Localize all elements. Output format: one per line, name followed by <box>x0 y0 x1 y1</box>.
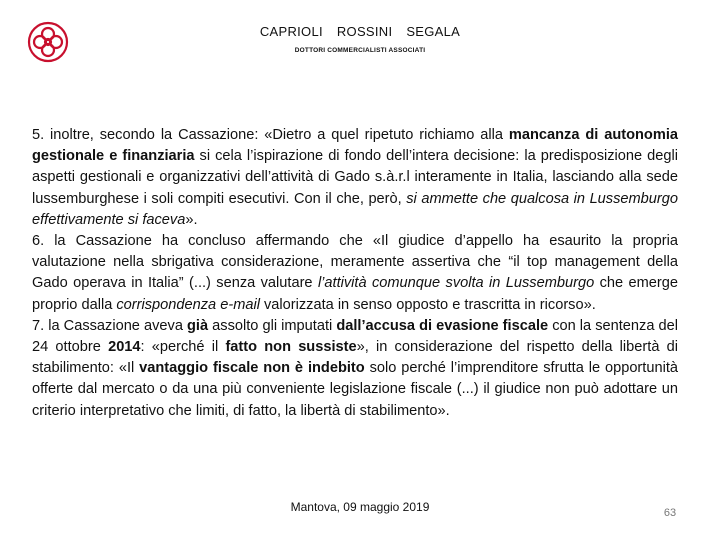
firm-name <box>180 24 540 39</box>
p7-text-g: : «perché il <box>140 339 226 356</box>
p7-text-a: 7. la Cassazione aveva <box>32 317 188 334</box>
p6-italic-1: l’attività comunque svolta in Lussemburgo <box>317 275 595 292</box>
paragraph-5 <box>32 125 678 231</box>
p7-text-e: con la sentenza del 24 ottobre <box>32 317 678 356</box>
p5-bold: mancanza di autonomia gestionale e finanziaria <box>32 127 678 165</box>
p7-text-i: », in considerazione del rispetto della libertà di stabilimento: «Il <box>32 339 678 377</box>
page-number: 63 <box>663 507 677 519</box>
p7-bold-4: fatto non sussiste <box>225 339 357 356</box>
firm-name-2: ROSSINI <box>336 24 393 39</box>
p5-text-a: 5. inoltre, secondo la Cassazione: «Dietro a quel ripetuto richiamo alla <box>32 127 509 143</box>
footer-place-date: Mantova, 09 maggio 2019 <box>290 500 430 514</box>
p6-text-e: valorizzata in senso opposto e trascritta in ricorso». <box>259 296 596 313</box>
firm-subtitle: DOTTORI COMMERCIALISTI ASSOCIATI <box>294 47 426 54</box>
p5-text-e: ». <box>185 211 198 228</box>
p7-text-c: assolto gli imputati <box>208 317 337 334</box>
firm-name-3: SEGALA <box>406 24 461 39</box>
p7-bold-1: già <box>187 317 209 334</box>
p5-italic: si ammette che qualcosa in Lussemburgo effettivamente si faceva <box>32 190 678 228</box>
p6-text-a: 6. la Cassazione ha concluso affermando che «Il giudice d’appello ha esaurito la propria valutazione nella sbrigativa considerazione, meramente assertiva che “il top management della Gado operava in Italia” (...) senza valutare <box>32 233 678 292</box>
knot-logo-icon <box>26 20 70 64</box>
p7-bold-2: dall’accusa di evasione fiscale <box>336 317 549 334</box>
p5-text-c: si cela l’ispirazione di fondo dell’intera decisione: la predisposizione degli aspetti gestionali e organizzativi dell’attività di Gado s.à.r.l interamente in Italia, lasciando alla sede lussemburghese i soli compiti esecutivi. Con il che, però, <box>32 148 678 207</box>
p6-text-c: che emerge proprio dalla <box>32 275 678 313</box>
firm-name-1: CAPRIOLI <box>259 24 323 39</box>
p7-bold-3: 2014 <box>108 339 141 356</box>
body-text <box>32 125 678 422</box>
p7-text-k: solo perché l’imprenditore sfrutta le opportunità offerte dal mercato o da una più conveniente legislazione fiscale (...) il giudice non può adottare un criterio interpretativo che limiti, di fatto, la libertà di stabilimento». <box>32 360 678 419</box>
p7-bold-5: vantaggio fiscale non è indebito <box>139 360 365 377</box>
paragraph-7 <box>32 316 678 422</box>
p6-italic-2: corrispondenza e-mail <box>116 296 260 313</box>
paragraph-6 <box>32 231 678 316</box>
